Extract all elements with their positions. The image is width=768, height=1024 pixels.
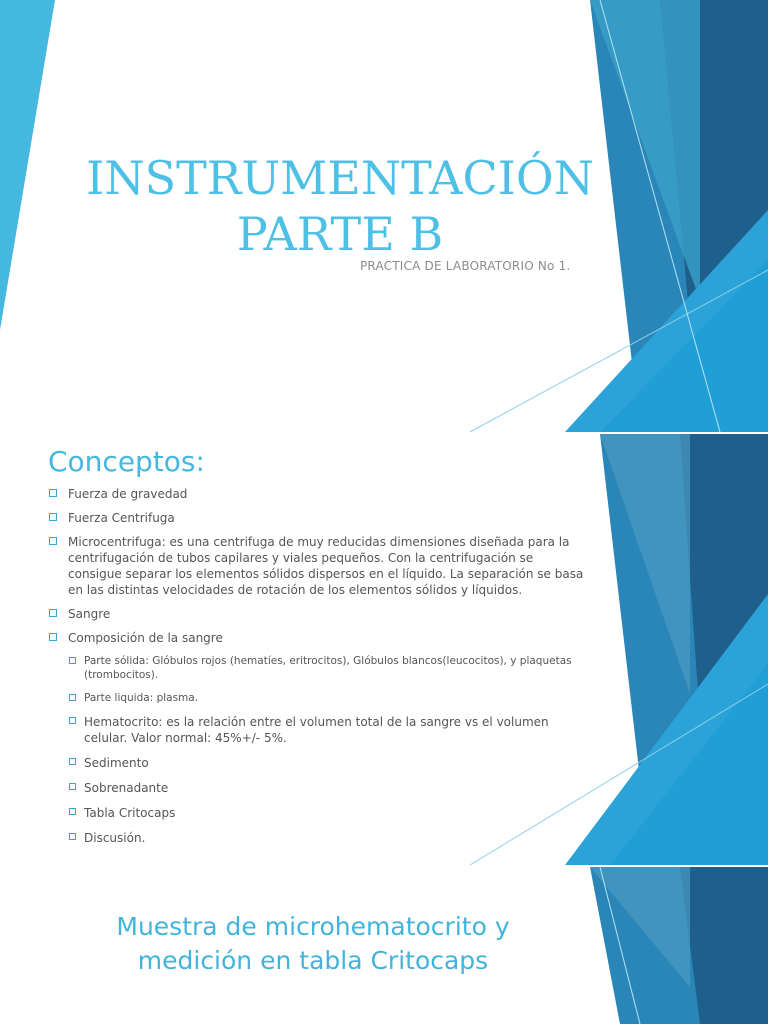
list-item-text: Fuerza Centrifuga <box>68 511 175 525</box>
square-bullet-icon <box>49 633 57 641</box>
sub-list-item <box>68 755 588 771</box>
list-item <box>48 486 588 502</box>
sub-list-item-text: Parte sólida: Glóbulos rojos (hematíes, eritrocitos), Glóbulos blancos(leucocitos), y plaquetas (trombocitos). <box>84 655 572 681</box>
sub-list-item <box>68 714 588 746</box>
sub-list-item-text: Hematocrito: es la relación entre el volumen total de la sangre vs el volumen celular. Valor normal: 45%+/- 5%. <box>84 715 549 745</box>
concepts-slide <box>0 434 768 865</box>
sub-list-item <box>68 830 588 846</box>
list-item <box>48 534 588 598</box>
slide-title-line2: PARTE B <box>236 207 444 261</box>
slide-title <box>0 910 626 978</box>
sub-list-item-text: Sedimento <box>84 756 149 770</box>
square-bullet-icon <box>49 489 57 497</box>
sub-list-item-text: Parte liquida: plasma. <box>84 692 199 704</box>
slide-subtitle: PRACTICA DE LABORATORIO No 1. <box>360 259 571 273</box>
square-bullet-icon <box>69 694 76 701</box>
square-bullet-icon <box>69 717 76 724</box>
square-bullet-icon <box>69 833 76 840</box>
list-item-text: Composición de la sangre <box>68 631 223 645</box>
slide-title-line1: Muestra de microhematocrito y <box>116 912 510 941</box>
slide-title-line2: medición en tabla Critocaps <box>137 946 489 975</box>
square-bullet-icon <box>69 758 76 765</box>
list-item-text: Sangre <box>68 607 111 621</box>
title-slide <box>0 0 768 432</box>
slide-title <box>0 150 680 262</box>
sub-list-item <box>68 805 588 821</box>
square-bullet-icon <box>69 783 76 790</box>
square-bullet-icon <box>69 808 76 815</box>
sub-list-item-text: Tabla Critocaps <box>84 806 176 820</box>
list-item <box>48 630 588 846</box>
sample-slide <box>0 867 768 1024</box>
list-item-text: Fuerza de gravedad <box>68 487 188 501</box>
sub-list-item <box>68 780 588 796</box>
sub-bullet-list <box>68 654 588 846</box>
square-bullet-icon <box>49 513 57 521</box>
square-bullet-icon <box>49 537 57 545</box>
bullet-list <box>48 486 588 855</box>
list-item <box>48 606 588 622</box>
sub-list-item <box>68 654 588 682</box>
sub-list-item-text: Discusión. <box>84 831 146 845</box>
list-item <box>48 510 588 526</box>
slide-heading: Conceptos: <box>48 445 205 478</box>
sub-list-item-text: Sobrenadante <box>84 781 169 795</box>
list-item-text: Microcentrifuga: es una centrifuga de muy reducidas dimensiones diseñada para la centrifugación de tubos capilares y viales pequeños. Con la centrifugación se consigue separar los elementos sólidos dispersos en el líquido. La separación se basa en las distintas velocidades de rotación de los elementos sólidos y líquidos. <box>68 535 584 597</box>
square-bullet-icon <box>49 609 57 617</box>
square-bullet-icon <box>69 657 76 664</box>
slide-title-line1: INSTRUMENTACIÓN <box>86 151 594 205</box>
sub-list-item <box>68 691 588 705</box>
